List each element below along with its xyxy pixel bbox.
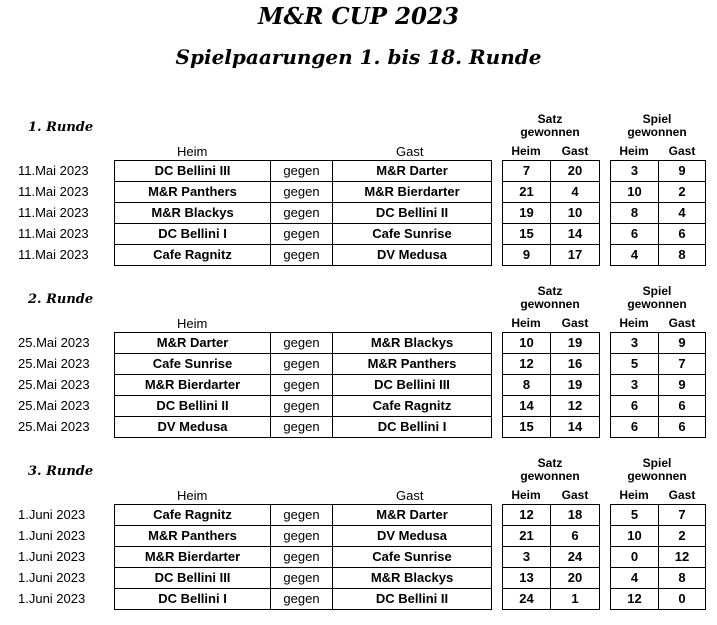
away-team: DV Medusa	[376, 247, 448, 262]
spiel-heim-header: Heim	[619, 144, 649, 158]
spiel-row	[611, 161, 705, 182]
versus-label: gegen	[271, 203, 333, 223]
spiel-gast-value: 9	[678, 335, 686, 350]
home-team: DC Bellini I	[115, 224, 271, 244]
versus-label: gegen	[271, 568, 333, 588]
match-row	[115, 396, 491, 417]
spiel-row	[611, 333, 705, 354]
versus-label: gegen	[271, 333, 333, 353]
spiel-table	[610, 332, 706, 438]
spiel-gast-value: 8	[678, 570, 686, 585]
home-team: M&R Bierdarter	[115, 547, 271, 567]
versus-label: gegen	[271, 245, 333, 265]
satz-heim-header: Heim	[511, 144, 541, 158]
spiel-row	[611, 568, 705, 589]
match-row	[115, 245, 491, 265]
satz-gast-value: 12	[567, 398, 583, 413]
away-team: DC Bellini II	[375, 205, 449, 220]
spiel-gast-value: 9	[678, 377, 686, 392]
spiel-gast-header: Gast	[668, 316, 696, 330]
home-team: Cafe Ragnitz	[115, 505, 271, 525]
satz-heim-value: 21	[503, 526, 551, 546]
spiel-heim-value: 5	[611, 354, 659, 374]
match-date: 25.Mai 2023	[18, 356, 90, 371]
satz-header: Satz	[537, 456, 563, 470]
satz-heim-value: 15	[503, 224, 551, 244]
satz-row	[503, 505, 599, 526]
versus-label: gegen	[271, 417, 333, 437]
satz-heim-header: Heim	[511, 488, 541, 502]
satz-gast-value: 1	[571, 591, 579, 606]
match-row	[115, 375, 491, 396]
spiel-row	[611, 547, 705, 568]
match-date: 25.Mai 2023	[18, 335, 90, 350]
versus-label: gegen	[271, 182, 333, 202]
satz-table	[502, 504, 600, 610]
satz-gast-value: 20	[567, 570, 583, 585]
home-team: DC Bellini III	[115, 568, 271, 588]
spiel-heim-value: 3	[611, 375, 659, 395]
match-row	[115, 161, 491, 182]
satz-heim-value: 9	[503, 245, 551, 265]
home-team: M&R Panthers	[115, 526, 271, 546]
spiel-gast-value: 7	[678, 507, 686, 522]
satz-row	[503, 589, 599, 609]
match-date: 1.Juni 2023	[18, 507, 86, 522]
satz-row	[503, 547, 599, 568]
match-row	[115, 547, 491, 568]
versus-label: gegen	[271, 354, 333, 374]
round-label: 2. Runde	[28, 292, 94, 307]
home-team: M&R Darter	[115, 333, 271, 353]
away-team: M&R Darter	[376, 163, 448, 178]
match-date: 11.Mai 2023	[18, 184, 89, 199]
satz-heim-value: 10	[503, 333, 551, 353]
spiel-gast-value: 4	[678, 205, 686, 220]
spiel-gast-value: 12	[674, 549, 690, 564]
spiel-row	[611, 417, 705, 437]
spiel-table	[610, 504, 706, 610]
satz-row	[503, 568, 599, 589]
versus-label: gegen	[271, 375, 333, 395]
spiel-heim-value: 5	[611, 505, 659, 525]
spiel-heim-value: 6	[611, 396, 659, 416]
match-date: 11.Mai 2023	[18, 163, 89, 178]
match-row	[115, 589, 491, 609]
match-date: 1.Juni 2023	[18, 528, 86, 543]
spiel-header-sub: gewonnen	[627, 297, 687, 311]
page-title: M&R CUP 2023	[257, 3, 460, 30]
spiel-row	[611, 589, 705, 609]
satz-header-sub: gewonnen	[520, 125, 580, 139]
spiel-row	[611, 526, 705, 547]
heim-header: Heim	[177, 488, 208, 503]
spiel-row	[611, 505, 705, 526]
satz-heim-value: 13	[503, 568, 551, 588]
satz-header: Satz	[537, 284, 563, 298]
spiel-gast-value: 2	[678, 528, 686, 543]
spiel-header-sub: gewonnen	[627, 469, 687, 483]
heim-header: Heim	[177, 316, 208, 331]
away-team: DV Medusa	[376, 528, 448, 543]
spiel-heim-value: 4	[611, 245, 659, 265]
satz-gast-value: 16	[567, 356, 583, 371]
spiel-gast-header: Gast	[668, 488, 696, 502]
satz-heim-header: Heim	[511, 316, 541, 330]
gast-header: Gast	[396, 144, 424, 159]
versus-label: gegen	[271, 589, 333, 609]
spiel-heim-value: 6	[611, 224, 659, 244]
spiel-row	[611, 354, 705, 375]
satz-row	[503, 245, 599, 265]
match-row	[115, 505, 491, 526]
satz-gast-header: Gast	[561, 144, 589, 158]
match-row	[115, 568, 491, 589]
satz-gast-value: 17	[567, 247, 583, 262]
away-team: M&R Blackys	[370, 335, 454, 350]
satz-row	[503, 526, 599, 547]
away-team: Cafe Sunrise	[372, 226, 452, 241]
home-team: Cafe Sunrise	[115, 354, 271, 374]
satz-heim-value: 8	[503, 375, 551, 395]
satz-heim-value: 7	[503, 161, 551, 181]
away-team: M&R Bierdarter	[364, 184, 460, 199]
spiel-gast-value: 8	[678, 247, 686, 262]
satz-heim-value: 24	[503, 589, 551, 609]
match-row	[115, 526, 491, 547]
satz-heim-value: 15	[503, 417, 551, 437]
spiel-gast-value: 0	[678, 591, 686, 606]
satz-row	[503, 417, 599, 437]
spiel-heim-header: Heim	[619, 488, 649, 502]
satz-row	[503, 224, 599, 245]
home-team: DC Bellini III	[115, 161, 271, 181]
satz-row	[503, 203, 599, 224]
spiel-row	[611, 182, 705, 203]
match-row	[115, 417, 491, 437]
satz-heim-value: 12	[503, 354, 551, 374]
satz-heim-value: 21	[503, 182, 551, 202]
satz-heim-value: 19	[503, 203, 551, 223]
spiel-heim-value: 10	[611, 526, 659, 546]
gast-header: Gast	[396, 488, 424, 503]
spiel-gast-value: 9	[678, 163, 686, 178]
satz-table	[502, 332, 600, 438]
match-date: 1.Juni 2023	[18, 570, 86, 585]
spiel-gast-value: 6	[678, 398, 686, 413]
satz-heim-value: 12	[503, 505, 551, 525]
versus-label: gegen	[271, 526, 333, 546]
away-team: M&R Panthers	[367, 356, 457, 371]
away-team: DC Bellini III	[374, 377, 450, 392]
satz-header-sub: gewonnen	[520, 469, 580, 483]
spiel-heim-value: 8	[611, 203, 659, 223]
satz-gast-value: 10	[567, 205, 583, 220]
spiel-gast-value: 6	[678, 419, 686, 434]
round-block	[0, 282, 717, 447]
away-team: M&R Blackys	[370, 570, 454, 585]
satz-gast-value: 19	[567, 335, 583, 350]
versus-label: gegen	[271, 224, 333, 244]
match-row	[115, 182, 491, 203]
spiel-header-sub: gewonnen	[627, 125, 687, 139]
spiel-gast-value: 6	[678, 226, 686, 241]
match-date: 25.Mai 2023	[18, 419, 90, 434]
satz-gast-header: Gast	[561, 316, 589, 330]
match-table	[114, 160, 492, 266]
spiel-header: Spiel	[642, 456, 672, 470]
spiel-heim-value: 3	[611, 333, 659, 353]
spiel-header: Spiel	[642, 112, 672, 126]
home-team: DC Bellini I	[115, 589, 271, 609]
home-team: DC Bellini II	[115, 396, 271, 416]
satz-gast-value: 19	[567, 377, 583, 392]
satz-row	[503, 161, 599, 182]
match-date: 11.Mai 2023	[18, 247, 89, 262]
home-team: M&R Bierdarter	[115, 375, 271, 395]
spiel-heim-value: 6	[611, 417, 659, 437]
spiel-header: Spiel	[642, 284, 672, 298]
satz-gast-value: 20	[567, 163, 583, 178]
home-team: M&R Panthers	[115, 182, 271, 202]
page-subtitle: Spielpaarungen 1. bis 18. Runde	[175, 45, 542, 69]
spiel-row	[611, 224, 705, 245]
match-date: 1.Juni 2023	[18, 549, 86, 564]
away-team: Cafe Ragnitz	[372, 398, 452, 413]
round-label: 3. Runde	[28, 464, 94, 479]
versus-label: gegen	[271, 161, 333, 181]
home-team: M&R Blackys	[115, 203, 271, 223]
match-row	[115, 224, 491, 245]
home-team: Cafe Ragnitz	[115, 245, 271, 265]
spiel-heim-value: 3	[611, 161, 659, 181]
spiel-table	[610, 160, 706, 266]
match-row	[115, 333, 491, 354]
match-date: 25.Mai 2023	[18, 398, 90, 413]
spiel-row	[611, 245, 705, 265]
spiel-heim-value: 10	[611, 182, 659, 202]
satz-heim-value: 14	[503, 396, 551, 416]
match-table	[114, 332, 492, 438]
heim-header: Heim	[177, 144, 208, 159]
match-date: 11.Mai 2023	[18, 205, 89, 220]
satz-header: Satz	[537, 112, 563, 126]
spiel-row	[611, 203, 705, 224]
match-date: 1.Juni 2023	[18, 591, 86, 606]
versus-label: gegen	[271, 396, 333, 416]
satz-gast-value: 14	[567, 419, 583, 434]
away-team: DC Bellini I	[377, 419, 447, 434]
spiel-heim-value: 12	[611, 589, 659, 609]
away-team: M&R Darter	[376, 507, 448, 522]
spiel-gast-value: 2	[678, 184, 686, 199]
spiel-heim-value: 4	[611, 568, 659, 588]
satz-gast-value: 24	[567, 549, 583, 564]
round-label: 1. Runde	[28, 120, 94, 135]
satz-gast-value: 4	[571, 184, 579, 199]
spiel-heim-value: 0	[611, 547, 659, 567]
satz-gast-value: 14	[567, 226, 583, 241]
versus-label: gegen	[271, 547, 333, 567]
match-table	[114, 504, 492, 610]
round-block	[0, 110, 717, 275]
satz-header-sub: gewonnen	[520, 297, 580, 311]
satz-gast-value: 6	[571, 528, 579, 543]
round-block	[0, 454, 717, 619]
satz-table	[502, 160, 600, 266]
spiel-gast-value: 7	[678, 356, 686, 371]
spiel-gast-header: Gast	[668, 144, 696, 158]
match-row	[115, 354, 491, 375]
satz-row	[503, 375, 599, 396]
versus-label: gegen	[271, 505, 333, 525]
satz-heim-value: 3	[503, 547, 551, 567]
spiel-row	[611, 396, 705, 417]
satz-row	[503, 333, 599, 354]
match-date: 25.Mai 2023	[18, 377, 90, 392]
match-date: 11.Mai 2023	[18, 226, 89, 241]
satz-row	[503, 354, 599, 375]
away-team: DC Bellini II	[375, 591, 449, 606]
home-team: DV Medusa	[115, 417, 271, 437]
match-row	[115, 203, 491, 224]
satz-gast-value: 18	[567, 507, 583, 522]
satz-row	[503, 182, 599, 203]
spiel-row	[611, 375, 705, 396]
satz-gast-header: Gast	[561, 488, 589, 502]
away-team: Cafe Sunrise	[372, 549, 452, 564]
satz-row	[503, 396, 599, 417]
spiel-heim-header: Heim	[619, 316, 649, 330]
